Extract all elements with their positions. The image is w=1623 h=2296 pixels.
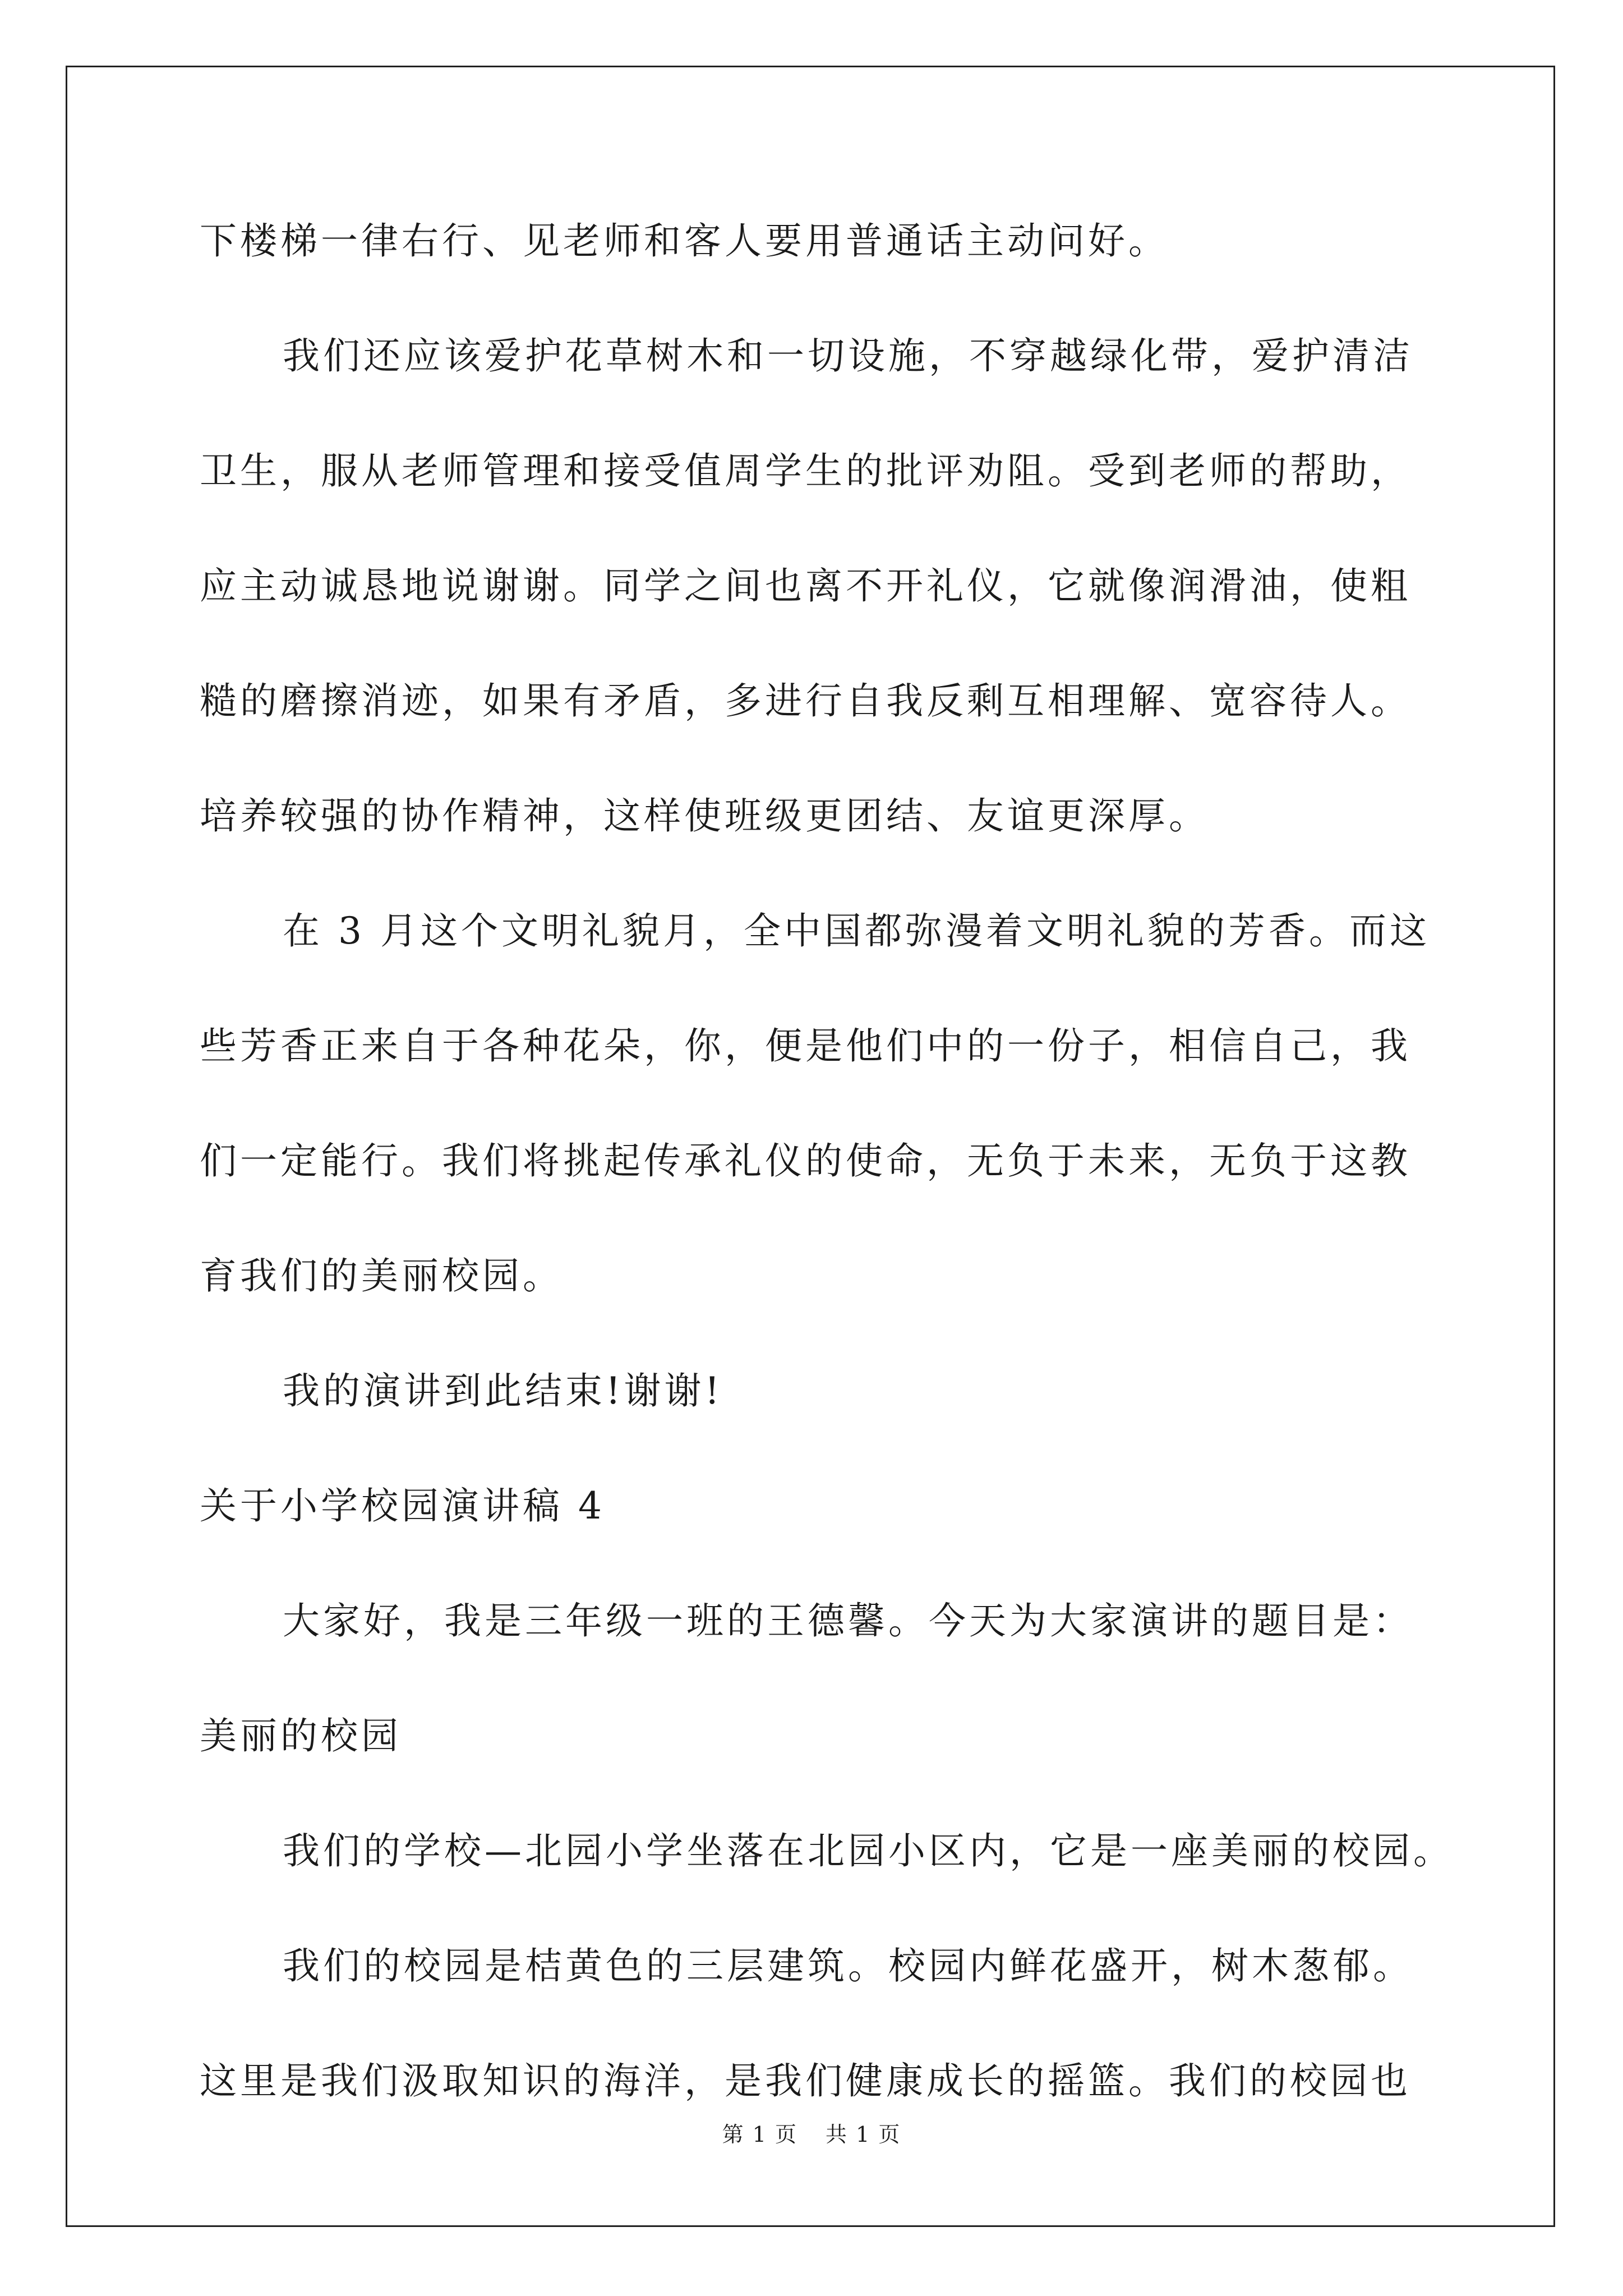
text-line: 这里是我们汲取知识的海洋，是我们健康成长的摇篮。我们的校园也	[200, 2059, 1411, 2102]
text-line: 在 3 月这个文明礼貌月，全中国都弥漫着文明礼貌的芳香。而这	[283, 909, 1430, 953]
text-line: 美丽的校园	[200, 1714, 402, 1757]
page-number-total: 共 1 页	[826, 2122, 901, 2147]
text-line: 卫生，服从老师管理和接受值周学生的批评劝阻。受到老师的帮助，	[200, 449, 1411, 493]
page-number-current: 第 1 页	[722, 2122, 797, 2147]
section-heading: 关于小学校园演讲稿 4	[200, 1484, 605, 1527]
text-line: 应主动诚恳地说谢谢。同学之间也离不开礼仪，它就像润滑油，使粗	[200, 564, 1411, 608]
text-line: 下楼梯一律右行、见老师和客人要用普通话主动问好。	[200, 219, 1169, 263]
text-line: 培养较强的协作精神，这样使班级更团结、友谊更深厚。	[200, 794, 1209, 838]
text-line: 我们的学校—北园小学坐落在北园小区内，它是一座美丽的校园。	[283, 1829, 1454, 1872]
text-line: 我们还应该爱护花草树木和一切设施，不穿越绿化带，爱护清洁	[283, 334, 1413, 378]
text-line: 们一定能行。我们将挑起传承礼仪的使命，无负于未来，无负于这教	[200, 1139, 1411, 1182]
text-line: 糙的磨擦消迹，如果有矛盾，多进行自我反剩互相理解、宽容待人。	[200, 679, 1411, 723]
text-line: 育我们的美丽校园。	[200, 1254, 563, 1297]
text-line: 大家好，我是三年级一班的王德馨。今天为大家演讲的题目是：	[283, 1599, 1413, 1642]
text-line: 我的演讲到此结束!谢谢!	[283, 1369, 723, 1412]
page-footer	[0, 2120, 1623, 2148]
text-line: 些芳香正来自于各种花朵，你，便是他们中的一份子，相信自己，我	[200, 1024, 1411, 1068]
text-line: 我们的校园是桔黄色的三层建筑。校园内鲜花盛开，树木葱郁。	[283, 1944, 1413, 1987]
